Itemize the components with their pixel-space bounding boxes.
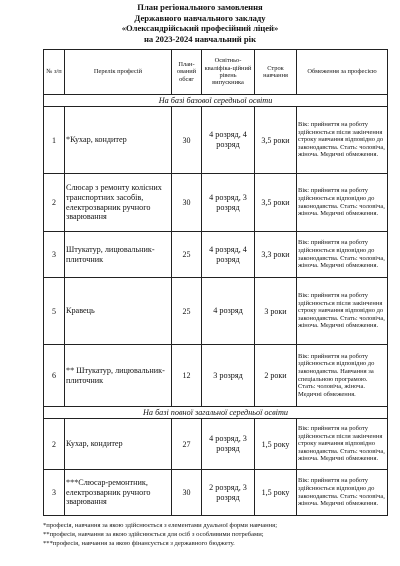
header-term: Строк навчання: [255, 50, 297, 95]
row-profession: Кухар, кондитер: [65, 419, 172, 470]
row-num: 5: [44, 278, 65, 345]
table-header-row: [44, 50, 388, 95]
table-row: [44, 278, 388, 345]
row-term: 1,5 року: [255, 419, 297, 470]
row-volume: 27: [172, 419, 202, 470]
table-row: [44, 345, 388, 407]
row-profession: *Кухар, кондитер: [65, 107, 172, 174]
row-volume: 30: [172, 174, 202, 232]
title-line-2: Державного навчального закладу: [134, 12, 266, 23]
table-row: [44, 470, 388, 516]
section-row: [44, 407, 388, 419]
plan-table: [43, 49, 388, 516]
row-level: 4 розряд: [202, 278, 255, 345]
table-row: [44, 232, 388, 278]
page-title: [0, 2, 400, 44]
row-term: 3 роки: [255, 278, 297, 345]
row-num: 2: [44, 419, 65, 470]
row-term: 2 роки: [255, 345, 297, 407]
row-profession: Штукатур, лицювальник-плиточник: [65, 232, 172, 278]
title-line-1: План регіонального замовлення: [137, 2, 263, 12]
row-num: 1: [44, 107, 65, 174]
row-restrictions: Вік: прийняття на роботу здійснюється після закінчення строку навчання відповідно до законодавства. Стать: чоловіча, жіноча. Медичні обмеження.: [297, 278, 388, 345]
row-profession: Кравець: [65, 278, 172, 345]
row-term: 1,5 року: [255, 470, 297, 516]
row-volume: 25: [172, 278, 202, 345]
footnote: *професія, навчання за якою здійснюється з елементами дуальної форми навчання;: [43, 522, 278, 529]
row-level: 4 розряд, 4 розряд: [202, 232, 255, 278]
row-level: 4 розряд, 3 розряд: [202, 174, 255, 232]
footnote: ***професія, навчання за якою фінансується з державного бюджету.: [43, 540, 235, 547]
header-volume: План-ований обсяг: [172, 50, 202, 95]
table-row: [44, 107, 388, 174]
row-term: 3,3 роки: [255, 232, 297, 278]
row-volume: 30: [172, 107, 202, 174]
row-profession: Слюсар з ремонту колісних транспортних засобів, електрозварник ручного зварювання: [65, 174, 172, 232]
row-num: 2: [44, 174, 65, 232]
row-profession: ***Слюсар-ремонтник, електрозварник ручного зварювання: [65, 470, 172, 516]
section-row: [44, 95, 388, 107]
footnote: **професія, навчання за якою здійснюється для осіб з особливими потребами;: [43, 531, 264, 538]
row-volume: 30: [172, 470, 202, 516]
footnotes: [43, 521, 393, 548]
row-restrictions: Вік: прийняття на роботу здійснюється відповідно до законодавства. Стать: чоловіча, жіноча. Медичні обмеження.: [297, 174, 388, 232]
section-title: На базі повної загальної середньої освіти: [44, 407, 388, 419]
row-restrictions: Вік: прийняття на роботу здійснюється після закінчення строку навчання відповідно до законодавства. Стать: чоловіча, жіноча. Медичні обмеження.: [297, 107, 388, 174]
header-num: № з/п: [44, 50, 65, 95]
row-level: 4 розряд, 3 розряд: [202, 419, 255, 470]
row-num: 3: [44, 470, 65, 516]
table-row: [44, 174, 388, 232]
row-restrictions: Вік: прийняття на роботу здійснюється відповідно до законодавства. Стать: чоловіча, жіноча. Медичні обмеження.: [297, 232, 388, 278]
row-volume: 25: [172, 232, 202, 278]
table-row: [44, 419, 388, 470]
section-title: На базі базової середньої освіти: [44, 95, 388, 107]
row-profession: ** Штукатур, лицювальник-плиточник: [65, 345, 172, 407]
row-num: 3: [44, 232, 65, 278]
title-line-3: «Олександрійський професійний ліцей»: [121, 23, 279, 33]
row-level: 2 розряд, 3 розряд: [202, 470, 255, 516]
header-restrictions: Обмеження за професією: [297, 50, 388, 95]
row-term: 3,5 роки: [255, 107, 297, 174]
row-restrictions: Вік: прийняття на роботу здійснюється відповідно до законодавства. Навчання за спеціальною програмою. Стать: чоловіча, жіноча. Медичні обмеження.: [297, 345, 388, 407]
row-term: 3,5 роки: [255, 174, 297, 232]
header-level: Освітньо-кваліфіка-ційний рівень випускника: [202, 50, 255, 95]
row-level: 3 розряд: [202, 345, 255, 407]
header-profession: Перелік професій: [65, 50, 172, 95]
row-num: 6: [44, 345, 65, 407]
row-restrictions: Вік: прийняття на роботу здійснюється відповідно до законодавства. Стать: чоловіча, жіноча. Медичні обмеження.: [297, 470, 388, 516]
row-level: 4 розряд, 4 розряд: [202, 107, 255, 174]
row-restrictions: Вік: прийняття на роботу здійснюється після закінчення строку навчання відповідно законодавства. Стать: чоловіча, жіноча. Медичні обмеження.: [297, 419, 388, 470]
row-volume: 12: [172, 345, 202, 407]
title-line-4: на 2023-2024 навчальний рік: [143, 33, 257, 44]
